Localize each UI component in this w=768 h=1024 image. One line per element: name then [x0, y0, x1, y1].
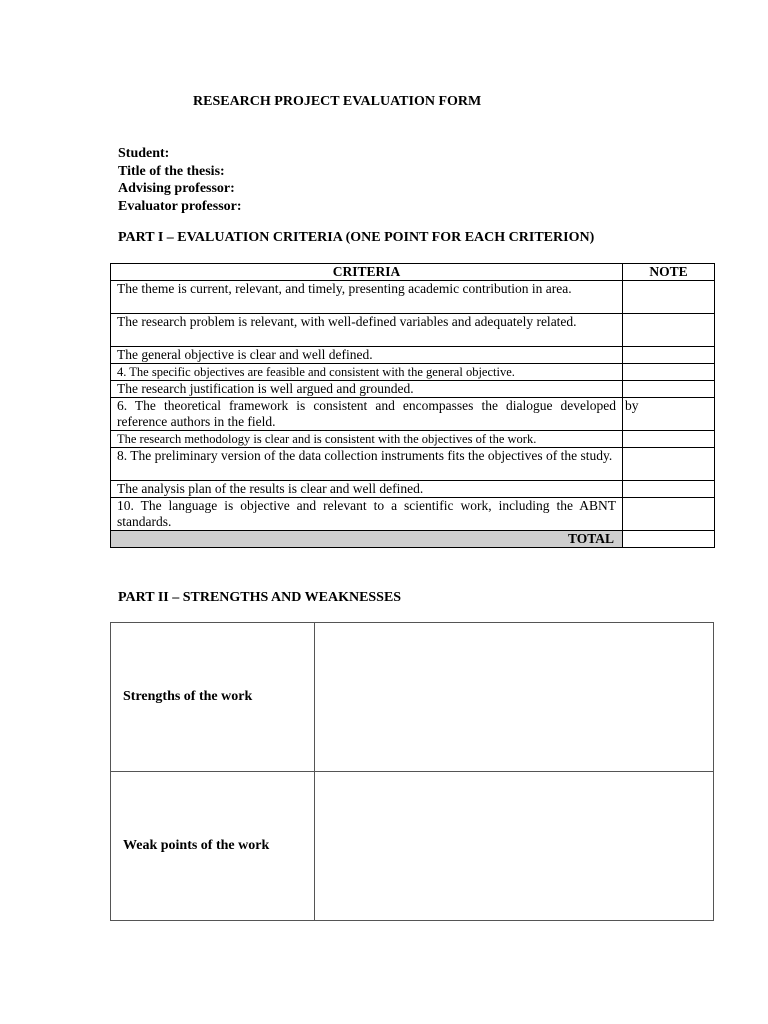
strengths-weaknesses-table: [110, 622, 714, 921]
criterion-cell: The analysis plan of the results is clear and well defined.: [111, 481, 623, 498]
table-row: [111, 448, 715, 481]
note-cell[interactable]: [623, 431, 715, 448]
advising-professor-field[interactable]: Advising professor:: [118, 181, 235, 196]
note-cell[interactable]: [623, 381, 715, 398]
note-cell[interactable]: [623, 498, 715, 531]
criterion-cell: 8. The preliminary version of the data collection instruments fits the objectives of the study.: [111, 448, 623, 481]
student-info-block: [118, 145, 242, 215]
strengths-label: Strengths of the work: [111, 623, 315, 772]
table-row: [111, 431, 715, 448]
table-row: [111, 281, 715, 314]
note-cell[interactable]: by: [623, 398, 715, 431]
criteria-table: [110, 263, 715, 548]
total-label: TOTAL: [111, 531, 623, 548]
note-cell[interactable]: [623, 281, 715, 314]
note-cell[interactable]: [623, 314, 715, 347]
table-row: [111, 498, 715, 531]
note-header: NOTE: [623, 264, 715, 281]
criteria-header: CRITERIA: [111, 264, 623, 281]
evaluator-professor-field[interactable]: Evaluator professor:: [118, 198, 242, 214]
note-cell[interactable]: [623, 364, 715, 381]
student-field[interactable]: Student:: [118, 146, 170, 161]
total-row: [111, 531, 715, 548]
table-row: [111, 398, 715, 431]
criterion-cell: 6. The theoretical framework is consistent and encompasses the dialogue developed reference authors in the field.: [111, 398, 623, 431]
weaknesses-input-cell[interactable]: [315, 772, 714, 921]
criterion-cell: The general objective is clear and well defined.: [111, 347, 623, 364]
table-row: [111, 481, 715, 498]
note-cell[interactable]: [623, 448, 715, 481]
table-row: [111, 347, 715, 364]
part1-title: PART I – EVALUATION CRITERIA (ONE POINT FOR EACH CRITERION): [118, 230, 595, 245]
table-row: [111, 314, 715, 347]
weaknesses-row: [111, 772, 714, 921]
total-value-cell[interactable]: [623, 531, 715, 548]
strengths-row: [111, 623, 714, 772]
table-row: [111, 364, 715, 381]
criterion-cell: The theme is current, relevant, and timely, presenting academic contribution in area.: [111, 281, 623, 314]
note-cell[interactable]: [623, 347, 715, 364]
criteria-header-row: [111, 264, 715, 281]
table-row: [111, 381, 715, 398]
criterion-cell: The research methodology is clear and is consistent with the objectives of the work.: [111, 431, 623, 448]
criterion-cell: 4. The specific objectives are feasible and consistent with the general objective.: [111, 364, 623, 381]
page-title: RESEARCH PROJECT EVALUATION FORM: [193, 94, 482, 109]
note-cell[interactable]: [623, 481, 715, 498]
strengths-input-cell[interactable]: [315, 623, 714, 772]
part2-title: PART II – STRENGTHS AND WEAKNESSES: [118, 590, 402, 605]
thesis-title-field[interactable]: Title of the thesis:: [118, 163, 225, 179]
criterion-cell: The research problem is relevant, with well-defined variables and adequately related.: [111, 314, 623, 347]
criterion-cell: 10. The language is objective and relevant to a scientific work, including the ABNT standards.: [111, 498, 623, 531]
weaknesses-label: Weak points of the work: [111, 772, 315, 921]
criterion-cell: The research justification is well argued and grounded.: [111, 381, 623, 398]
